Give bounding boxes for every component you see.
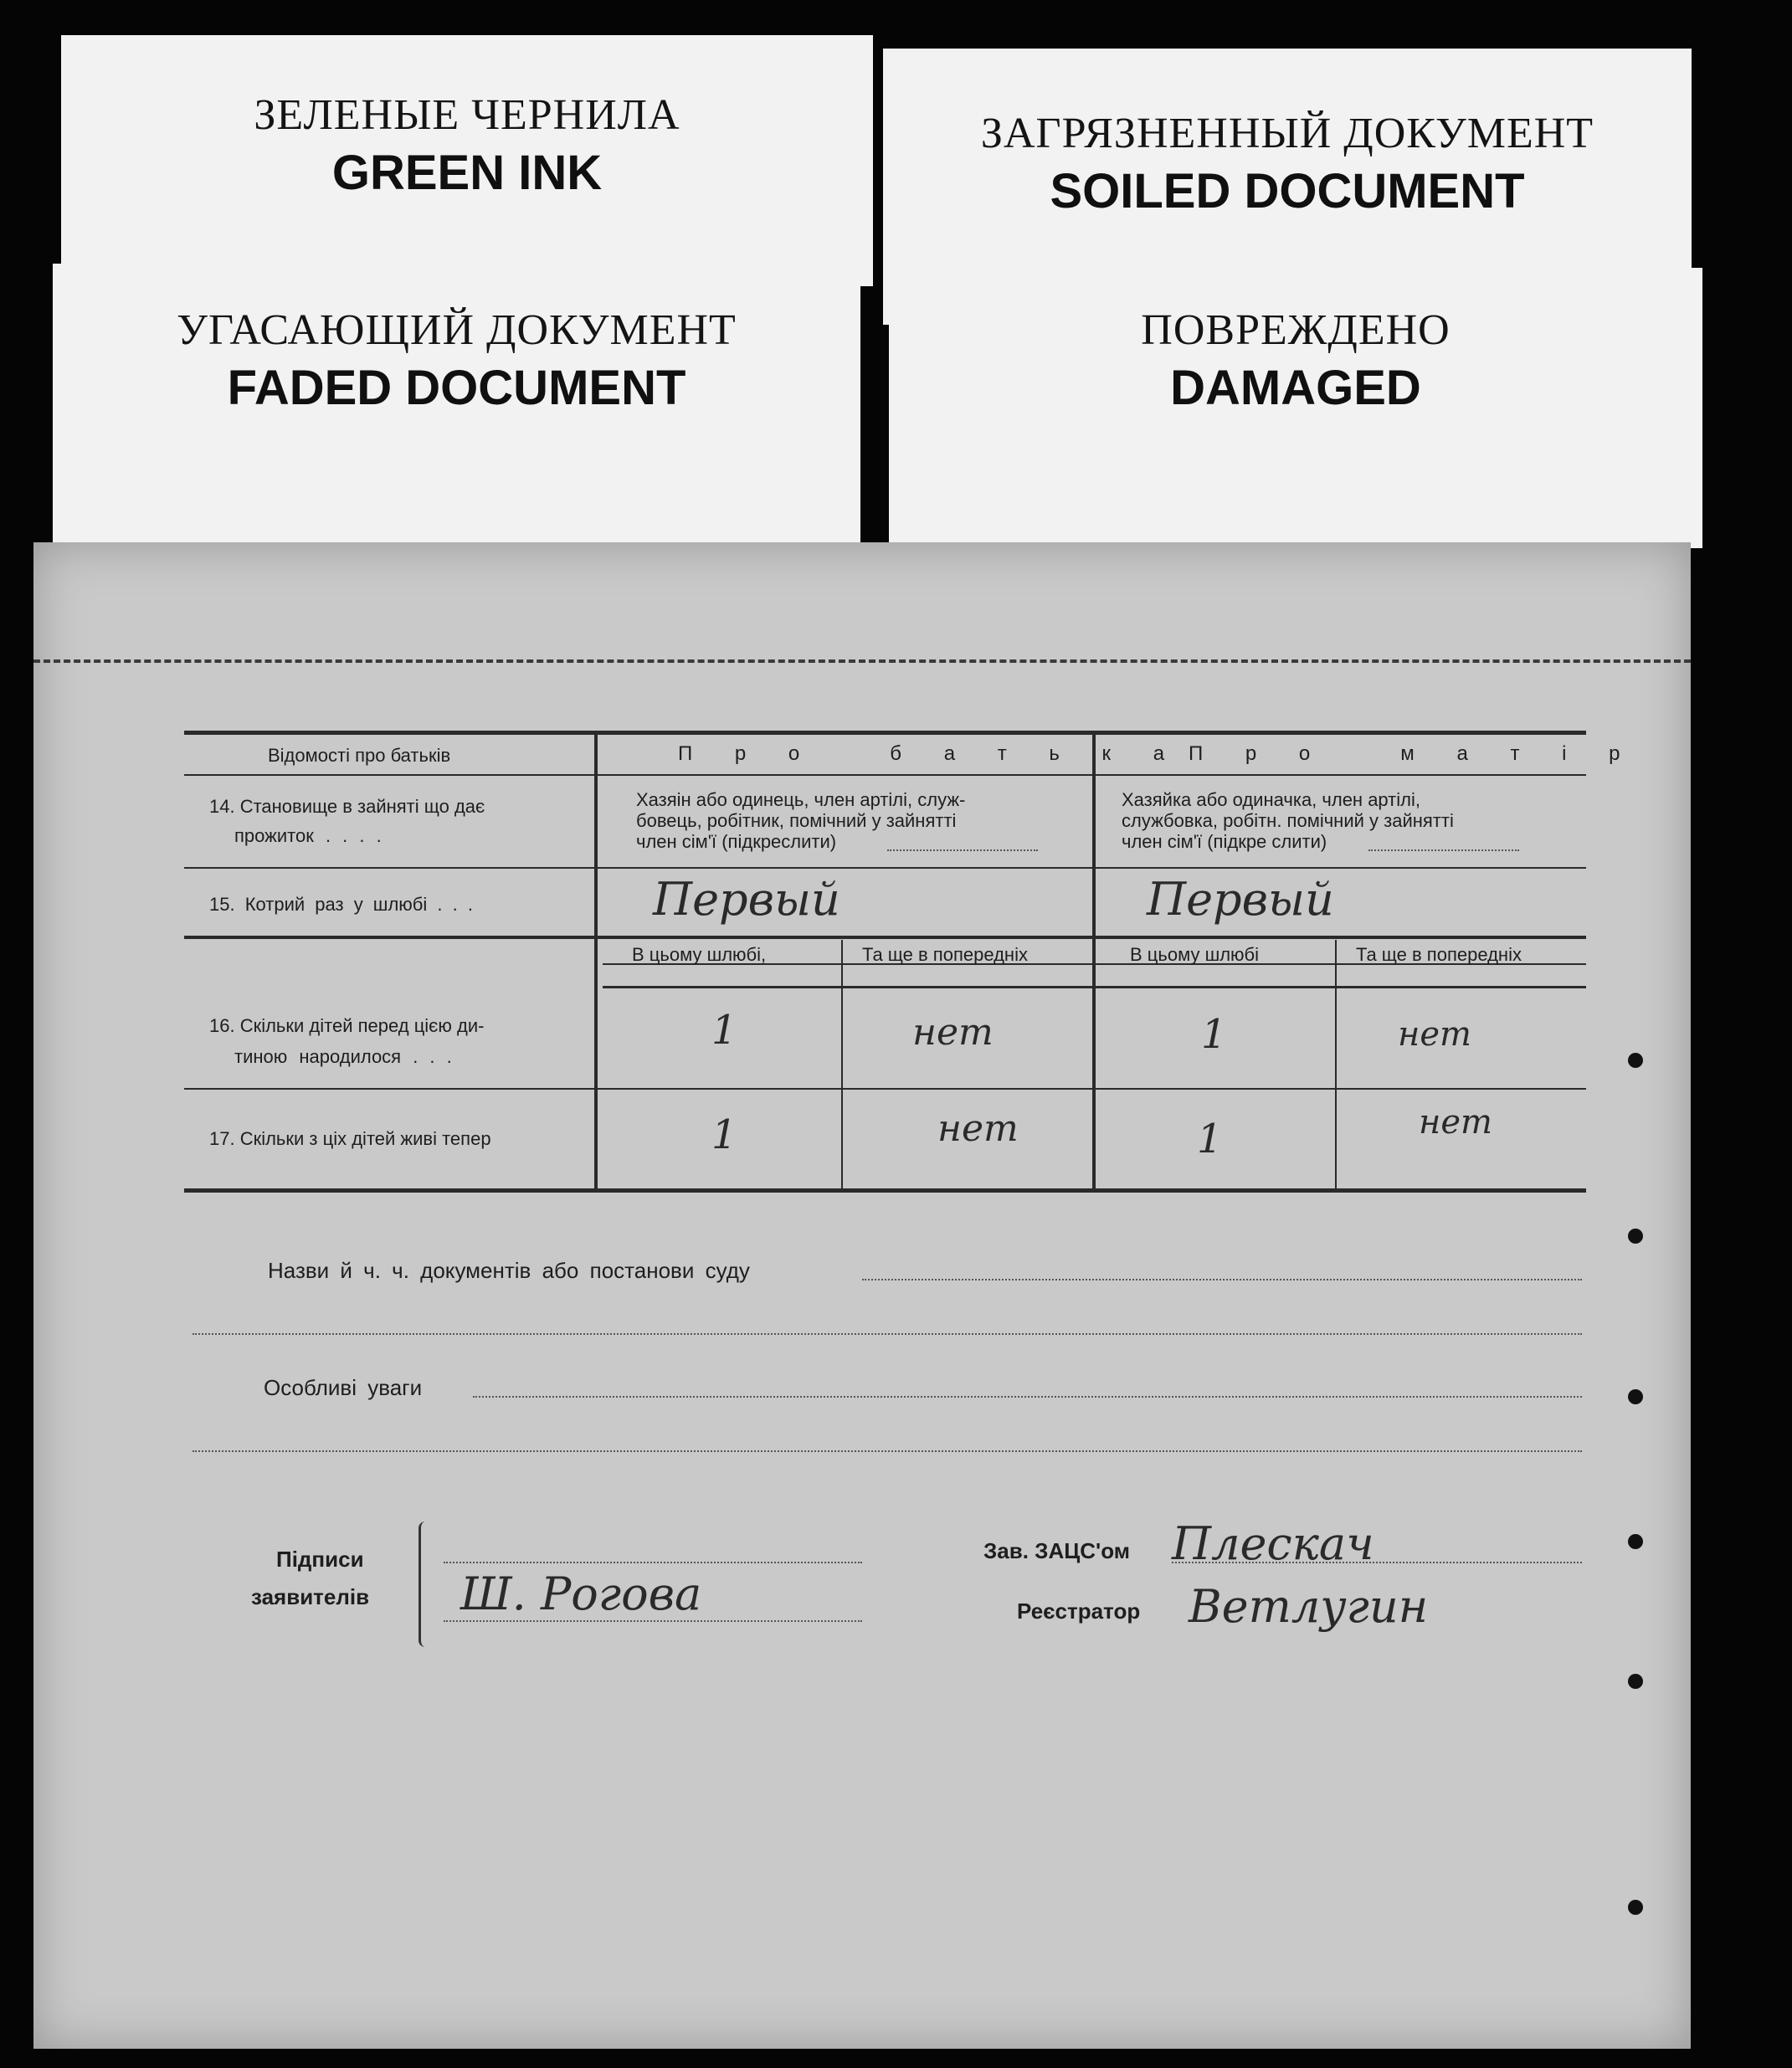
sub-father-this: В цьому шлюбі, — [632, 944, 767, 965]
row16-father-prev: нет — [912, 1011, 994, 1054]
row14-mother-dots — [1368, 849, 1519, 851]
applicants-brace — [418, 1521, 433, 1647]
green-ink-en: GREEN INK — [331, 146, 603, 200]
damaged-en: DAMAGED — [1170, 361, 1421, 415]
damaged-card — [889, 268, 1702, 548]
row17-label: 17. Скільки з ціх дітей живі тепер — [209, 1128, 491, 1149]
row14-mother-c: член сім'ї (підкре слити) — [1122, 831, 1327, 852]
faded-document-card — [53, 264, 860, 552]
punch-hole — [1628, 1053, 1643, 1068]
row17-father-this: 1 — [711, 1111, 737, 1158]
green-ink-ru: ЗЕЛЕНЫЕ ЧЕРНИЛА — [254, 91, 680, 139]
punch-hole — [1628, 1674, 1643, 1689]
registry-form-sheet — [33, 542, 1691, 2049]
head-label: Зав. ЗАЦС'ом — [983, 1538, 1130, 1563]
faded-en: FADED DOCUMENT — [227, 361, 686, 415]
table-top-rule — [184, 731, 1586, 735]
documents-label: Назви й ч. ч. документів або постанови суду — [268, 1258, 750, 1283]
notes-label: Особливі уваги — [264, 1375, 423, 1400]
row14-label-b: прожиток . . . . — [234, 825, 382, 846]
table-bottom-rule — [184, 1188, 1586, 1193]
header-mother: П р о м а т і р — [1189, 742, 1639, 765]
registrar-signature: Ветлугин — [1189, 1580, 1429, 1633]
applicant-sig-line-1 — [444, 1562, 862, 1563]
faded-ru: УГАСАЮЩИЙ ДОКУМЕНТ — [177, 306, 737, 354]
row15-rule — [184, 936, 1586, 939]
row16-label-b: тиною народилося . . . — [234, 1046, 452, 1067]
row14-father-dots — [887, 849, 1038, 851]
row14-label-a: 14. Становище в зайняті що дає — [209, 796, 485, 817]
green-ink-card — [61, 35, 873, 286]
damaged-ru: ПОВРЕЖДЕНО — [1141, 306, 1451, 354]
row16-mother-prev: нет — [1398, 1015, 1471, 1054]
row17-father-prev: нет — [937, 1107, 1019, 1150]
notes-dots — [473, 1396, 1582, 1398]
documents-dots — [862, 1279, 1582, 1280]
row16-label-a: 16. Скільки дітей перед цією ди- — [209, 1015, 485, 1036]
header-info: Відомості про батьків — [268, 745, 451, 766]
col-divider-2 — [1092, 735, 1096, 1188]
col-divider-mother — [1335, 940, 1337, 1188]
sub-mother-prev: Та ще в попередніх — [1356, 944, 1522, 965]
row15-father-handwriting: Первый — [653, 873, 840, 926]
row16-mother-this: 1 — [1201, 1011, 1227, 1058]
header-father: П р о б а т ь к а — [678, 742, 1184, 765]
applicant-signature: Ш. Рогова — [460, 1568, 702, 1620]
col-divider-1 — [594, 735, 598, 1188]
sub-father-prev: Та ще в попередніх — [862, 944, 1028, 965]
row14-father-b: бовець, робітник, помічний у зайнятті — [636, 810, 957, 831]
row15-label: 15. Котрий раз у шлюбі . . . — [209, 894, 473, 915]
row16-father-this: 1 — [711, 1007, 737, 1054]
row15-mother-handwriting: Первый — [1147, 873, 1334, 926]
row16-rule — [184, 1088, 1586, 1090]
documents-dots-2 — [193, 1333, 1582, 1335]
punch-hole — [1628, 1229, 1643, 1244]
notes-dots-2 — [193, 1450, 1582, 1452]
col-divider-father — [841, 940, 843, 1188]
row14-rule — [184, 867, 1586, 869]
punch-hole — [1628, 1900, 1643, 1915]
row14-father-c: член сім'ї (підкреслити) — [636, 831, 837, 852]
soiled-ru: ЗАГРЯЗНЕННЫЙ ДОКУМЕНТ — [980, 110, 1594, 157]
row14-mother-b: службовка, робітн. помічний у зайнятті — [1122, 810, 1454, 831]
row17-mother-prev: нет — [1419, 1103, 1492, 1142]
punch-hole — [1628, 1389, 1643, 1404]
punch-hole — [1628, 1534, 1643, 1549]
table-header-rule — [184, 774, 1586, 776]
applicants-label-b: заявителів — [251, 1584, 370, 1609]
soiled-en: SOILED DOCUMENT — [1050, 164, 1525, 218]
applicant-sig-line-2 — [444, 1620, 862, 1622]
tear-off-dashed-line — [33, 659, 1691, 663]
head-signature: Плескач — [1172, 1517, 1374, 1570]
registrar-label: Реєстратор — [1017, 1598, 1141, 1624]
row14-mother-a: Хазяйка або одиначка, член артілі, — [1122, 789, 1420, 810]
row17-mother-this: 1 — [1197, 1116, 1223, 1162]
sub-mother-this: В цьому шлюбі — [1130, 944, 1260, 965]
row14-father-a: Хазяін або одинець, член артілі, служ- — [636, 789, 966, 810]
applicants-label-a: Підписи — [276, 1547, 364, 1572]
